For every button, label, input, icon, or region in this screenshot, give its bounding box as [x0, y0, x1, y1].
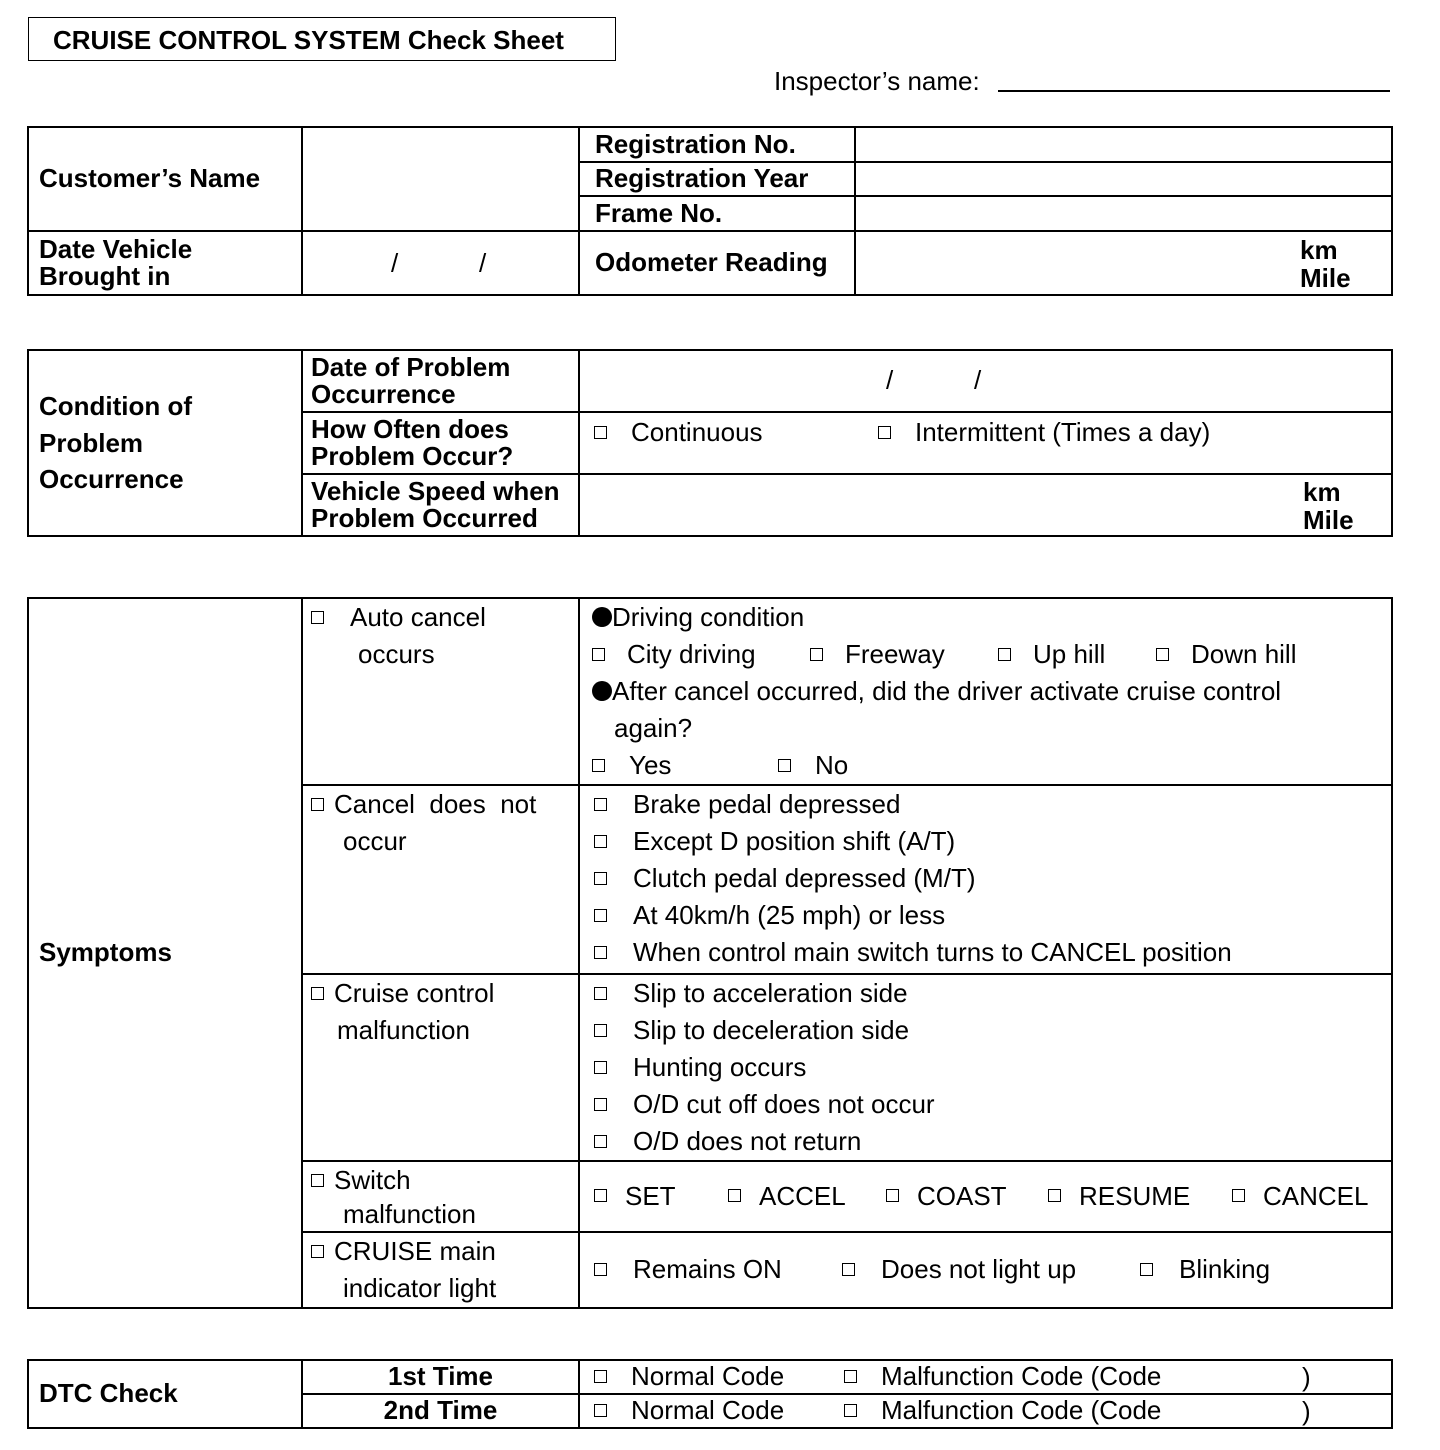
vehicle-speed-label-line1: Vehicle Speed when [311, 475, 560, 506]
dtc-first-normal-label: Normal Code [631, 1361, 785, 1392]
option-od-cutoff-label: O/D cut off does not occur [633, 1089, 935, 1119]
dtc-first-label: 1st Time [302, 1360, 579, 1394]
malfunction-options [579, 974, 1392, 1161]
option-except-d-shift-label: Except D position shift (A/T) [633, 826, 956, 856]
frame-no-field[interactable] [855, 196, 1392, 231]
option-down-hill-label: Down hill [1191, 639, 1297, 669]
reactivate-answers [592, 747, 1379, 784]
option-blinking-label: Blinking [1179, 1254, 1271, 1285]
option-40kmh-label: At 40km/h (25 mph) or less [633, 900, 946, 930]
dtc-first-malfunction[interactable] [844, 1361, 1161, 1391]
dtc-second-malfunction[interactable] [844, 1395, 1161, 1425]
date-brought-in-label [28, 231, 302, 295]
checkbox-icon[interactable] [594, 1061, 607, 1074]
checkbox-icon[interactable] [592, 648, 605, 661]
malfunction-category[interactable] [302, 974, 579, 1161]
condition-label-line1: Condition of [39, 391, 193, 422]
date-brought-in-label-line2: Brought in [39, 261, 171, 291]
indicator-category[interactable] [302, 1232, 579, 1308]
option-yes[interactable] [592, 747, 778, 784]
switch-label-line2: malfunction [343, 1199, 476, 1229]
checkbox-icon[interactable] [311, 987, 324, 1000]
option-intermittent-label: Intermittent (Times a day) [915, 417, 1211, 447]
checkbox-icon[interactable] [594, 1370, 607, 1383]
condition-label-line3: Occurrence [39, 464, 184, 495]
option-down-hill[interactable] [1156, 636, 1297, 673]
option-clutch-pedal-label: Clutch pedal depressed (M/T) [633, 863, 976, 893]
malfunction-label-line2: malfunction [337, 1015, 470, 1045]
problem-date-slash-2: / [974, 365, 982, 395]
checkbox-icon[interactable] [594, 835, 607, 848]
option-up-hill[interactable] [998, 636, 1156, 673]
option-main-switch-cancel[interactable] [594, 934, 1377, 971]
option-accel[interactable] [728, 1180, 886, 1211]
odometer-field[interactable] [855, 231, 1392, 295]
option-intermittent[interactable] [878, 419, 1210, 446]
option-resume[interactable] [1048, 1180, 1232, 1211]
inspector-label: Inspector’s name: [774, 66, 980, 96]
option-slip-deceleration-label: Slip to deceleration side [633, 1015, 910, 1045]
auto-cancel-label-line2: occurs [358, 639, 435, 669]
checkbox-icon[interactable] [594, 1263, 607, 1276]
option-40kmh[interactable] [594, 897, 1377, 934]
checkbox-icon[interactable] [594, 1404, 607, 1417]
problem-date-label-line1: Date of Problem [311, 351, 511, 382]
frequency-label [302, 412, 579, 474]
checkbox-icon[interactable] [778, 759, 791, 772]
checkbox-icon[interactable] [311, 1174, 324, 1187]
checkbox-icon[interactable] [998, 648, 1011, 661]
option-brake-pedal-label: Brake pedal depressed [633, 789, 901, 819]
checkbox-icon[interactable] [728, 1189, 741, 1202]
dtc-first-malfunction-label: Malfunction Code (Code [881, 1361, 1162, 1392]
checkbox-icon[interactable] [594, 1098, 607, 1111]
problem-date-slash-1: / [886, 365, 894, 395]
option-city-driving-label: City driving [627, 639, 756, 669]
frame-no-label: Frame No. [579, 196, 855, 231]
option-main-switch-cancel-label: When control main switch turns to CANCEL position [633, 937, 1232, 967]
problem-date-label [302, 350, 579, 412]
bullet-icon [592, 607, 612, 627]
registration-no-label: Registration No. [579, 127, 855, 162]
frequency-options [579, 412, 1392, 474]
customer-name-label: Customer’s Name [28, 127, 302, 231]
switch-options [579, 1161, 1392, 1232]
option-slip-deceleration[interactable] [594, 1012, 1377, 1049]
registration-no-field[interactable] [855, 127, 1392, 162]
switch-category[interactable] [302, 1161, 579, 1232]
checkbox-icon[interactable] [844, 1404, 857, 1417]
cancel-not-occur-label-line1: Cancel does not [334, 789, 537, 819]
option-coast[interactable] [886, 1180, 1048, 1211]
option-freeway[interactable] [810, 636, 998, 673]
frequency-label-line1: How Often does [311, 413, 509, 444]
vehicle-speed-label-line2: Problem Occurred [311, 503, 538, 533]
cancel-not-occur-category[interactable] [302, 785, 579, 974]
bullet-icon [592, 681, 612, 701]
checkbox-icon[interactable] [810, 648, 823, 661]
option-slip-acceleration[interactable] [594, 975, 1377, 1012]
problem-date-field[interactable] [579, 350, 1392, 412]
vehicle-info-table [27, 126, 1393, 296]
checkbox-icon[interactable] [594, 1135, 607, 1148]
reactivate-question-line2: again? [614, 713, 693, 743]
dtc-first-options [579, 1360, 1392, 1394]
malfunction-label-line1: Cruise control [334, 978, 495, 1008]
option-od-cutoff[interactable] [594, 1086, 1377, 1123]
symptoms-table [27, 597, 1393, 1309]
auto-cancel-details [579, 598, 1392, 785]
dtc-second-normal[interactable] [594, 1397, 844, 1424]
checkbox-icon[interactable] [592, 759, 605, 772]
checkbox-icon[interactable] [594, 426, 607, 439]
speed-unit-km: km [1303, 477, 1341, 507]
sheet-title: CRUISE CONTROL SYSTEM Check Sheet [28, 17, 616, 61]
checkbox-icon[interactable] [1156, 648, 1169, 661]
option-cancel[interactable] [1232, 1181, 1368, 1211]
option-freeway-label: Freeway [845, 639, 945, 669]
option-hunting[interactable] [594, 1049, 1377, 1086]
odometer-unit-mile: Mile [1300, 263, 1351, 293]
checkbox-icon[interactable] [1140, 1263, 1153, 1276]
dtc-second-options [579, 1394, 1392, 1428]
date-slash-1: / [391, 248, 399, 278]
cancel-not-occur-label-line2: occur [343, 826, 407, 856]
checkbox-icon[interactable] [1048, 1189, 1061, 1202]
checkbox-icon[interactable] [844, 1370, 857, 1383]
option-yes-label: Yes [629, 750, 672, 780]
checkbox-icon[interactable] [594, 1189, 607, 1202]
vehicle-speed-field[interactable] [579, 474, 1392, 536]
registration-year-label: Registration Year [579, 162, 855, 196]
checkbox-icon[interactable] [878, 426, 891, 439]
indicator-label-line2: indicator light [343, 1273, 497, 1303]
checkbox-icon[interactable] [594, 1024, 607, 1037]
checkbox-icon[interactable] [594, 872, 607, 885]
option-remains-on-label: Remains ON [633, 1254, 782, 1285]
inspector-name-line[interactable] [998, 90, 1390, 92]
option-cancel-label: CANCEL [1263, 1180, 1369, 1211]
option-slip-acceleration-label: Slip to acceleration side [633, 978, 908, 1008]
symptoms-label: Symptoms [28, 598, 302, 1308]
option-city-driving[interactable] [592, 636, 810, 673]
option-no[interactable] [778, 750, 848, 780]
odometer-unit-km: km [1300, 235, 1338, 265]
option-except-d-shift[interactable] [594, 823, 1377, 860]
checkbox-icon[interactable] [311, 611, 324, 624]
dtc-table [27, 1359, 1393, 1429]
option-coast-label: COAST [917, 1180, 1007, 1211]
auto-cancel-label-line1: Auto cancel [350, 602, 486, 632]
vehicle-speed-label [302, 474, 579, 536]
date-slash-2: / [479, 248, 487, 278]
option-set-label: SET [625, 1180, 676, 1211]
auto-cancel-category[interactable] [302, 598, 579, 785]
option-resume-label: RESUME [1079, 1180, 1191, 1211]
condition-table [27, 349, 1393, 537]
registration-year-field[interactable] [855, 162, 1392, 196]
checkbox-icon[interactable] [886, 1189, 899, 1202]
option-set[interactable] [594, 1180, 728, 1211]
option-brake-pedal[interactable] [594, 786, 1377, 823]
dtc-first-normal[interactable] [594, 1363, 844, 1390]
option-blinking[interactable] [1140, 1254, 1270, 1284]
dtc-second-label: 2nd Time [302, 1394, 579, 1428]
checkbox-icon[interactable] [842, 1263, 855, 1276]
dtc-second-malfunction-label: Malfunction Code (Code [881, 1395, 1162, 1426]
option-remains-on[interactable] [594, 1256, 842, 1283]
indicator-options [579, 1232, 1392, 1308]
reactivate-question-line1: After cancel occurred, did the driver activate cruise control [612, 676, 1282, 706]
dtc-first-close: ) [1302, 1362, 1311, 1392]
problem-date-label-line2: Occurrence [311, 379, 456, 409]
dtc-second-normal-label: Normal Code [631, 1395, 785, 1426]
option-no-label: No [815, 750, 849, 780]
checkbox-icon[interactable] [1232, 1189, 1245, 1202]
option-does-not-light[interactable] [842, 1256, 1140, 1283]
odometer-label: Odometer Reading [579, 231, 855, 295]
indicator-label-line1: CRUISE main [334, 1236, 496, 1266]
checkbox-icon[interactable] [311, 1245, 324, 1258]
condition-label [28, 350, 302, 536]
option-continuous-label: Continuous [631, 417, 763, 447]
checkbox-icon[interactable] [311, 798, 324, 811]
option-does-not-light-label: Does not light up [881, 1254, 1077, 1285]
option-clutch-pedal[interactable] [594, 860, 1377, 897]
checkbox-icon[interactable] [594, 946, 607, 959]
condition-label-line2: Problem [39, 427, 144, 458]
option-continuous[interactable] [594, 419, 763, 446]
driving-condition-options [592, 636, 1379, 673]
dtc-label: DTC Check [28, 1360, 302, 1428]
switch-label-line1: Switch [334, 1165, 411, 1195]
option-hunting-label: Hunting occurs [633, 1052, 807, 1082]
option-od-return[interactable] [594, 1123, 1377, 1160]
checkbox-icon[interactable] [594, 909, 607, 922]
option-up-hill-label: Up hill [1033, 639, 1106, 669]
dtc-second-close: ) [1302, 1396, 1311, 1426]
driving-condition-label: Driving condition [612, 602, 805, 632]
date-brought-in-field[interactable] [302, 231, 579, 295]
cancel-not-occur-options [579, 785, 1392, 974]
option-od-return-label: O/D does not return [633, 1126, 862, 1156]
frequency-label-line2: Problem Occur? [311, 441, 514, 471]
date-brought-in-label-line1: Date Vehicle [39, 233, 193, 264]
checkbox-icon[interactable] [594, 987, 607, 1000]
customer-name-field[interactable] [302, 127, 579, 231]
speed-unit-mile: Mile [1303, 505, 1354, 535]
option-accel-label: ACCEL [759, 1180, 846, 1211]
checkbox-icon[interactable] [594, 798, 607, 811]
